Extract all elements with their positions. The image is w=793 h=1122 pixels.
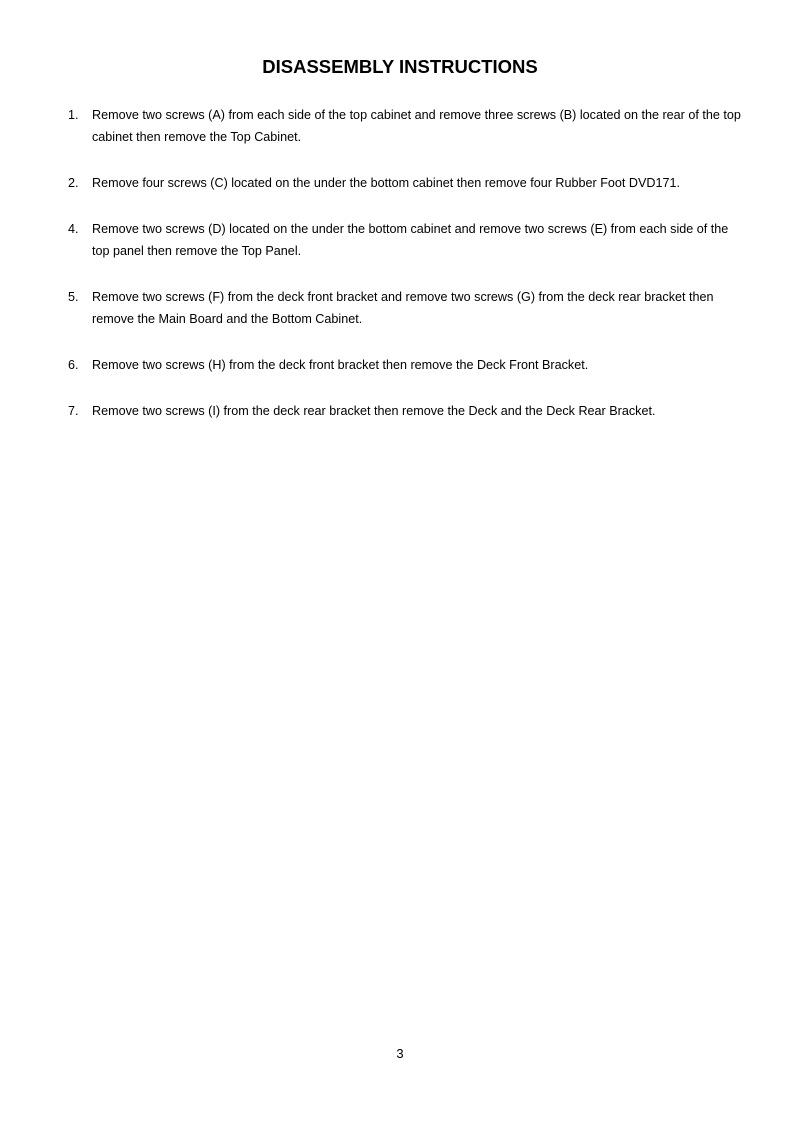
step-text: Remove two screws (F) from the deck front bracket and remove two screws (G) from the deck rear bracket then remove the Main Board and the Bottom Cabinet. xyxy=(92,290,714,326)
page-number: 3 xyxy=(396,1046,404,1061)
step-text: Remove two screws (I) from the deck rear bracket then remove the Deck and the Deck Rear Bracket. xyxy=(92,404,656,418)
step-text: Remove two screws (D) located on the under the bottom cabinet and remove two screws (E) from each side of the top panel then remove the Top Panel. xyxy=(92,222,729,258)
step-number: 2. xyxy=(68,176,79,190)
step-text: Remove two screws (H) from the deck front bracket then remove the Deck Front Bracket. xyxy=(92,358,589,372)
instruction-step xyxy=(68,172,748,194)
instruction-step xyxy=(68,354,748,376)
instruction-step xyxy=(68,286,748,330)
instruction-step xyxy=(68,218,748,262)
step-number: 6. xyxy=(68,358,79,372)
instruction-list xyxy=(68,104,748,446)
step-text: Remove two screws (A) from each side of the top cabinet and remove three screws (B) located on the rear of the top cabinet then remove the Top Cabinet. xyxy=(92,108,741,144)
instruction-step xyxy=(68,104,748,148)
step-text: Remove four screws (C) located on the under the bottom cabinet then remove four Rubber Foot DVD171. xyxy=(92,176,681,190)
step-number: 7. xyxy=(68,404,79,418)
step-number: 1. xyxy=(68,108,79,122)
step-number: 4. xyxy=(68,222,79,236)
step-number: 5. xyxy=(68,290,79,304)
page-title: DISASSEMBLY INSTRUCTIONS xyxy=(262,56,538,77)
instruction-step xyxy=(68,400,748,422)
